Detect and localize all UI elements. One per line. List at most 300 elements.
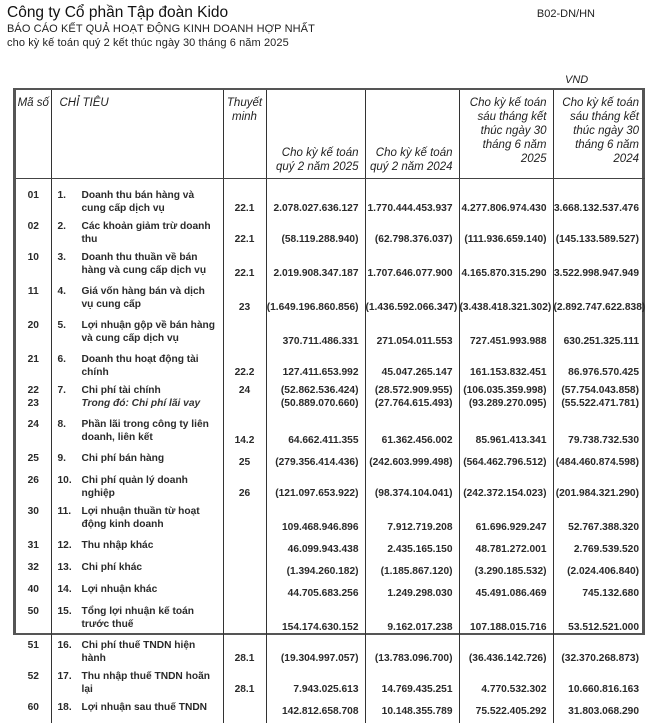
- cell-code: [16, 319, 51, 353]
- value-q2-2025: (52.862.536.424): [280, 385, 359, 396]
- cell-q2-2024: [365, 285, 459, 319]
- cell-q2-2024: [365, 605, 459, 639]
- value-h1-2025: 75.522.405.292: [475, 706, 547, 717]
- cell-code: [16, 285, 51, 319]
- row-code: 11: [27, 286, 39, 297]
- row-item: Thu nhập thuế TNDN hoãn lại: [81, 671, 210, 695]
- cell-note: [223, 384, 266, 418]
- cell-q2-2025: [266, 605, 365, 639]
- table-row: [16, 251, 645, 285]
- value-q2-2025: 46.099.943.438: [287, 544, 359, 555]
- value-h1-2024: 630.251.325.111: [563, 336, 639, 347]
- value-h1-2024: (145.133.589.527): [555, 234, 639, 245]
- row-note: 28.1: [234, 653, 255, 664]
- value-h1-2024: 2.769.539.520: [573, 544, 639, 555]
- cell-q2-2024: [365, 670, 459, 701]
- cell-h1-2025: [459, 505, 553, 539]
- table-row: [16, 452, 645, 474]
- cell-q2-2024: [365, 701, 459, 723]
- cell-h1-2025: [459, 605, 553, 639]
- cell-item: [51, 353, 223, 384]
- value-q2-2025-sub: (50.889.070.660): [280, 398, 359, 409]
- value-q2-2024: 61.362.456.002: [381, 435, 453, 446]
- value-q2-2025: 2.078.027.636.127: [273, 203, 359, 214]
- income-statement-table: [13, 88, 646, 717]
- cell-h1-2024: [553, 539, 645, 561]
- col-header-note: Thuyết minh: [223, 90, 266, 179]
- cell-h1-2024: [553, 220, 645, 251]
- value-h1-2024-sub: (55.522.471.781): [561, 398, 639, 409]
- table-row: [16, 418, 645, 452]
- row-code: 32: [27, 562, 39, 573]
- value-h1-2025: 727.451.993.988: [470, 336, 547, 347]
- row-code: 60: [27, 702, 39, 713]
- value-q2-2024: 14.769.435.251: [381, 684, 453, 695]
- value-q2-2025: (279.356.414.436): [275, 457, 359, 468]
- cell-item: [51, 583, 223, 605]
- value-q2-2025: 109.468.946.896: [282, 522, 359, 533]
- table-row: [16, 179, 645, 221]
- value-h1-2025: 45.491.086.469: [475, 588, 547, 599]
- cell-code: [16, 605, 51, 639]
- cell-h1-2025: [459, 353, 553, 384]
- cell-h1-2025: [459, 285, 553, 319]
- value-q2-2024: (28.572.909.955): [374, 385, 453, 396]
- row-number: 18.: [57, 702, 72, 713]
- cell-code: [16, 701, 51, 723]
- cell-h1-2024: [553, 251, 645, 285]
- cell-note: [223, 561, 266, 583]
- cell-h1-2024: [553, 670, 645, 701]
- table-row: [16, 561, 645, 583]
- cell-q2-2025: [266, 353, 365, 384]
- row-note: 22.2: [234, 367, 255, 378]
- cell-code: [16, 670, 51, 701]
- row-code: 20: [27, 320, 39, 331]
- cell-code: [16, 179, 51, 221]
- table-row: [16, 670, 645, 701]
- value-h1-2025: 4.277.806.974.430: [461, 203, 547, 214]
- cell-h1-2024: [553, 639, 645, 670]
- cell-code: [16, 474, 51, 505]
- value-q2-2024: (62.798.376.037): [374, 234, 453, 245]
- row-item: Chi phí bán hàng: [81, 453, 165, 464]
- cell-q2-2025: [266, 220, 365, 251]
- cell-q2-2025: [266, 452, 365, 474]
- row-code: 30: [27, 506, 39, 517]
- value-h1-2024: 3.522.998.947.949: [554, 268, 639, 279]
- value-h1-2024: 53.512.521.000: [568, 622, 639, 633]
- value-q2-2024: 10.148.355.789: [381, 706, 453, 717]
- row-note: 22.1: [234, 268, 255, 279]
- cell-code: [16, 353, 51, 384]
- row-code: 21: [27, 354, 39, 365]
- table-header-row: [16, 90, 645, 179]
- cell-h1-2024: [553, 561, 645, 583]
- value-h1-2024: 86.976.570.425: [568, 367, 639, 378]
- cell-h1-2024: [553, 418, 645, 452]
- row-number: 10.: [57, 475, 72, 486]
- row-code: 31: [27, 540, 39, 551]
- cell-item: [51, 701, 223, 723]
- cell-h1-2024: [553, 605, 645, 639]
- value-h1-2025: 107.188.015.716: [470, 622, 547, 633]
- row-item: Chi phí quản lý doanh nghiệp: [81, 475, 188, 499]
- value-h1-2025: 161.153.832.451: [470, 367, 547, 378]
- cell-q2-2025: [266, 319, 365, 353]
- col-header-code: Mã số: [16, 90, 51, 179]
- row-number: 11.: [57, 506, 72, 517]
- row-item: Lợi nhuận khác: [81, 584, 158, 595]
- cell-h1-2025: [459, 319, 553, 353]
- currency-unit: VND: [565, 74, 589, 86]
- cell-item: [51, 561, 223, 583]
- cell-h1-2024: [553, 505, 645, 539]
- value-q2-2024: 45.047.265.147: [381, 367, 453, 378]
- cell-h1-2024: [553, 285, 645, 319]
- value-h1-2024: (32.370.268.873): [561, 653, 639, 664]
- col-header-item: CHỈ TIÊU: [51, 90, 223, 179]
- row-item: Giá vốn hàng bán và dịch vụ cung cấp: [81, 286, 205, 310]
- value-q2-2025: (58.119.288.940): [281, 234, 359, 245]
- row-number: 7.: [57, 385, 66, 396]
- cell-q2-2025: [266, 285, 365, 319]
- cell-h1-2025: [459, 418, 553, 452]
- table-row: [16, 505, 645, 539]
- cell-q2-2025: [266, 474, 365, 505]
- row-code: 50: [27, 606, 39, 617]
- cell-q2-2024: [365, 639, 459, 670]
- row-subitem: Trong đó: Chi phí lãi vay: [81, 398, 201, 409]
- row-code: 22: [27, 385, 39, 396]
- row-code: 25: [27, 453, 39, 464]
- row-code: 40: [27, 584, 39, 595]
- value-h1-2024: (484.460.874.598): [555, 457, 639, 468]
- cell-code: [16, 583, 51, 605]
- cell-q2-2025: [266, 561, 365, 583]
- cell-note: [223, 505, 266, 539]
- value-q2-2025: (1.649.196.860.856): [266, 302, 359, 313]
- row-number: 2.: [57, 221, 66, 232]
- report-header: [7, 4, 315, 50]
- cell-q2-2025: [266, 384, 365, 418]
- cell-q2-2024: [365, 179, 459, 221]
- cell-note: [223, 353, 266, 384]
- value-h1-2025: 4.770.532.302: [481, 684, 547, 695]
- cell-item: [51, 474, 223, 505]
- value-q2-2025: 7.943.025.613: [293, 684, 359, 695]
- table-row: [16, 353, 645, 384]
- cell-q2-2024: [365, 474, 459, 505]
- cell-q2-2024: [365, 561, 459, 583]
- row-number: 13.: [57, 562, 72, 573]
- value-q2-2024: 7.912.719.208: [387, 522, 453, 533]
- row-code: 26: [27, 475, 39, 486]
- cell-q2-2025: [266, 539, 365, 561]
- cell-h1-2025: [459, 561, 553, 583]
- cell-item: [51, 220, 223, 251]
- row-number: 16.: [57, 640, 72, 651]
- cell-item: [51, 418, 223, 452]
- value-h1-2024: (2.024.406.840): [567, 566, 639, 577]
- cell-note: [223, 452, 266, 474]
- value-q2-2024: 1.770.444.453.937: [367, 203, 453, 214]
- row-note: 24: [238, 385, 251, 396]
- row-item: Doanh thu hoạt động tài chính: [81, 354, 199, 378]
- table-row: [16, 474, 645, 505]
- cell-h1-2024: [553, 384, 645, 418]
- row-item: Chi phí khác: [81, 562, 143, 573]
- cell-q2-2024: [365, 583, 459, 605]
- cell-h1-2024: [553, 319, 645, 353]
- cell-note: [223, 474, 266, 505]
- row-item: Chi phí tài chính: [81, 385, 161, 396]
- value-q2-2025: 142.812.658.708: [282, 706, 359, 717]
- row-code: 24: [27, 419, 39, 430]
- table-row: [16, 701, 645, 723]
- cell-q2-2024: [365, 418, 459, 452]
- row-note: 26: [238, 488, 251, 499]
- cell-item: [51, 452, 223, 474]
- cell-h1-2024: [553, 179, 645, 221]
- cell-code: [16, 418, 51, 452]
- table-row: [16, 384, 645, 418]
- cell-q2-2025: [266, 179, 365, 221]
- row-code: 01: [27, 190, 39, 201]
- cell-q2-2025: [266, 670, 365, 701]
- report-period: cho kỳ kế toán quý 2 kết thúc ngày 30 tháng 6 năm 2025: [7, 37, 289, 49]
- row-item: Lợi nhuận thuần từ hoạt động kinh doanh: [81, 506, 200, 530]
- table-row: [16, 583, 645, 605]
- cell-code: [16, 251, 51, 285]
- cell-item: [51, 384, 223, 418]
- row-number: 8.: [57, 419, 66, 430]
- cell-note: [223, 539, 266, 561]
- value-h1-2025: (3.438.418.321.302): [459, 302, 552, 313]
- cell-q2-2024: [365, 505, 459, 539]
- cell-h1-2025: [459, 583, 553, 605]
- table-row: [16, 539, 645, 561]
- cell-code: [16, 505, 51, 539]
- cell-item: [51, 285, 223, 319]
- cell-h1-2025: [459, 670, 553, 701]
- row-item: Các khoản giảm trừ doanh thu: [81, 221, 211, 245]
- col-header-q2-2025: Cho kỳ kế toán quý 2 năm 2025: [266, 90, 365, 179]
- row-code: 02: [27, 221, 39, 232]
- value-q2-2024: (13.783.096.700): [374, 653, 453, 664]
- row-item: Phần lãi trong công ty liên doanh, liên kết: [81, 419, 209, 443]
- row-note: 22.1: [234, 203, 255, 214]
- value-h1-2024: 3.668.132.537.476: [554, 203, 639, 214]
- row-number: 6.: [57, 354, 66, 365]
- value-q2-2025: (1.394.260.182): [286, 566, 359, 577]
- cell-note: [223, 639, 266, 670]
- cell-code: [16, 384, 51, 418]
- col-header-h1-2024: Cho kỳ kế toán sáu tháng kết thúc ngày 30 tháng 6 năm 2024: [553, 90, 645, 179]
- cell-q2-2024: [365, 251, 459, 285]
- row-item: Lợi nhuận gộp về bán hàng và cung cấp dịch vụ: [81, 320, 215, 344]
- cell-note: [223, 418, 266, 452]
- cell-code: [16, 539, 51, 561]
- value-h1-2024: 79.738.732.530: [568, 435, 639, 446]
- cell-h1-2025: [459, 539, 553, 561]
- row-number: 17.: [57, 671, 72, 682]
- value-q2-2024-sub: (27.764.615.493): [374, 398, 453, 409]
- row-number: 15.: [57, 606, 72, 617]
- value-h1-2025: (111.936.659.140): [464, 234, 547, 245]
- cell-note: [223, 319, 266, 353]
- cell-code: [16, 561, 51, 583]
- cell-h1-2024: [553, 452, 645, 474]
- row-code: 52: [27, 671, 39, 682]
- value-q2-2025: 370.711.486.331: [282, 336, 359, 347]
- cell-code: [16, 220, 51, 251]
- value-q2-2025: 44.705.683.256: [287, 588, 359, 599]
- value-h1-2025: (3.290.185.532): [474, 566, 547, 577]
- cell-h1-2024: [553, 474, 645, 505]
- cell-h1-2025: [459, 220, 553, 251]
- cell-item: [51, 605, 223, 639]
- cell-q2-2025: [266, 418, 365, 452]
- row-number: 5.: [57, 320, 66, 331]
- value-h1-2025: 48.781.272.001: [475, 544, 547, 555]
- table-row: [16, 285, 645, 319]
- row-item: Doanh thu thuần về bán hàng và cung cấp dịch vụ: [81, 252, 207, 276]
- value-h1-2025: 85.961.413.341: [475, 435, 547, 446]
- row-code-sub: 23: [27, 398, 39, 409]
- value-q2-2024: 9.162.017.238: [387, 622, 453, 633]
- cell-note: [223, 220, 266, 251]
- cell-q2-2024: [365, 353, 459, 384]
- cell-q2-2025: [266, 639, 365, 670]
- cell-item: [51, 670, 223, 701]
- company-name: Công ty Cổ phần Tập đoàn Kido: [7, 4, 229, 21]
- cell-note: [223, 670, 266, 701]
- cell-item: [51, 505, 223, 539]
- value-h1-2024: (57.754.043.858): [561, 385, 639, 396]
- cell-h1-2025: [459, 474, 553, 505]
- value-q2-2024: 1.707.646.077.900: [367, 268, 453, 279]
- row-note: 25: [238, 457, 251, 468]
- value-q2-2025: 2.019.908.347.187: [273, 268, 359, 279]
- row-item: Lợi nhuận sau thuế TNDN: [81, 702, 208, 713]
- value-q2-2024: 1.249.298.030: [387, 588, 453, 599]
- table-row: [16, 639, 645, 670]
- row-number: 14.: [57, 584, 72, 595]
- value-q2-2025: (19.304.997.057): [280, 653, 359, 664]
- cell-item: [51, 251, 223, 285]
- cell-note: [223, 583, 266, 605]
- value-q2-2024: 271.054.011.553: [376, 336, 453, 347]
- row-number: 9.: [57, 453, 66, 464]
- value-h1-2024: (201.984.321.290): [555, 488, 639, 499]
- table-row: [16, 220, 645, 251]
- cell-item: [51, 179, 223, 221]
- row-item: Doanh thu bán hàng và cung cấp dịch vụ: [81, 190, 195, 214]
- cell-q2-2024: [365, 319, 459, 353]
- cell-item: [51, 319, 223, 353]
- cell-h1-2025: [459, 179, 553, 221]
- row-note: 28.1: [234, 684, 255, 695]
- row-number: 12.: [57, 540, 72, 551]
- row-number: 4.: [57, 286, 66, 297]
- row-note: 14.2: [234, 435, 255, 446]
- row-number: 1.: [57, 190, 66, 201]
- cell-q2-2025: [266, 583, 365, 605]
- cell-h1-2024: [553, 701, 645, 723]
- cell-note: [223, 285, 266, 319]
- row-note: 22.1: [234, 234, 255, 245]
- row-number: 3.: [57, 252, 66, 263]
- cell-note: [223, 179, 266, 221]
- cell-note: [223, 605, 266, 639]
- value-q2-2025: (121.097.653.922): [275, 488, 359, 499]
- row-note: 23: [238, 302, 251, 313]
- cell-item: [51, 539, 223, 561]
- cell-note: [223, 251, 266, 285]
- value-h1-2025: (242.372.154.023): [463, 488, 547, 499]
- value-q2-2025: 127.411.653.992: [282, 367, 359, 378]
- cell-h1-2025: [459, 701, 553, 723]
- value-q2-2024: (98.374.104.041): [374, 488, 453, 499]
- value-h1-2024: (2.892.747.622.838): [553, 302, 646, 313]
- cell-item: [51, 639, 223, 670]
- value-q2-2024: (1.436.592.066.347): [365, 302, 458, 313]
- cell-h1-2025: [459, 452, 553, 474]
- cell-h1-2024: [553, 583, 645, 605]
- value-q2-2024: 2.435.165.150: [387, 544, 453, 555]
- value-h1-2024: 745.132.680: [582, 588, 639, 599]
- cell-h1-2024: [553, 353, 645, 384]
- row-item: Chi phí thuế TNDN hiện hành: [81, 640, 196, 664]
- row-item: Tổng lợi nhuận kế toán trước thuế: [81, 606, 195, 630]
- value-h1-2025: (564.462.796.512): [463, 457, 547, 468]
- value-q2-2024: (242.603.999.498): [369, 457, 453, 468]
- cell-h1-2025: [459, 251, 553, 285]
- col-header-h1-2025: Cho kỳ kế toán sáu tháng kết thúc ngày 30 tháng 6 năm 2025: [459, 90, 553, 179]
- value-h1-2024: 52.767.388.320: [568, 522, 639, 533]
- value-h1-2024: 31.803.068.290: [568, 706, 639, 717]
- value-h1-2025: 4.165.870.315.290: [461, 268, 547, 279]
- cell-q2-2024: [365, 384, 459, 418]
- value-q2-2024: (1.185.867.120): [380, 566, 453, 577]
- table-row: [16, 319, 645, 353]
- cell-q2-2025: [266, 701, 365, 723]
- cell-h1-2025: [459, 639, 553, 670]
- value-h1-2025: (106.035.359.998): [463, 385, 547, 396]
- value-q2-2025: 64.662.411.355: [288, 435, 359, 446]
- row-item: Thu nhập khác: [81, 540, 154, 551]
- cell-code: [16, 452, 51, 474]
- value-h1-2025: (36.436.142.726): [468, 653, 547, 664]
- cell-q2-2025: [266, 505, 365, 539]
- value-h1-2025: 61.696.929.247: [475, 522, 547, 533]
- cell-code: [16, 639, 51, 670]
- table-row: [16, 605, 645, 639]
- col-header-q2-2024: Cho kỳ kế toán quý 2 năm 2024: [365, 90, 459, 179]
- cell-q2-2024: [365, 220, 459, 251]
- cell-q2-2025: [266, 251, 365, 285]
- cell-q2-2024: [365, 452, 459, 474]
- form-code: B02-DN/HN: [536, 8, 595, 20]
- report-title: BÁO CÁO KẾT QUẢ HOẠT ĐỘNG KINH DOANH HỢP NHẤT: [7, 23, 315, 35]
- row-code: 51: [27, 640, 39, 651]
- value-h1-2024: 10.660.816.163: [568, 684, 639, 695]
- value-q2-2025: 154.174.630.152: [282, 622, 359, 633]
- value-h1-2025-sub: (93.289.270.095): [468, 398, 547, 409]
- cell-h1-2025: [459, 384, 553, 418]
- row-code: 10: [27, 252, 39, 263]
